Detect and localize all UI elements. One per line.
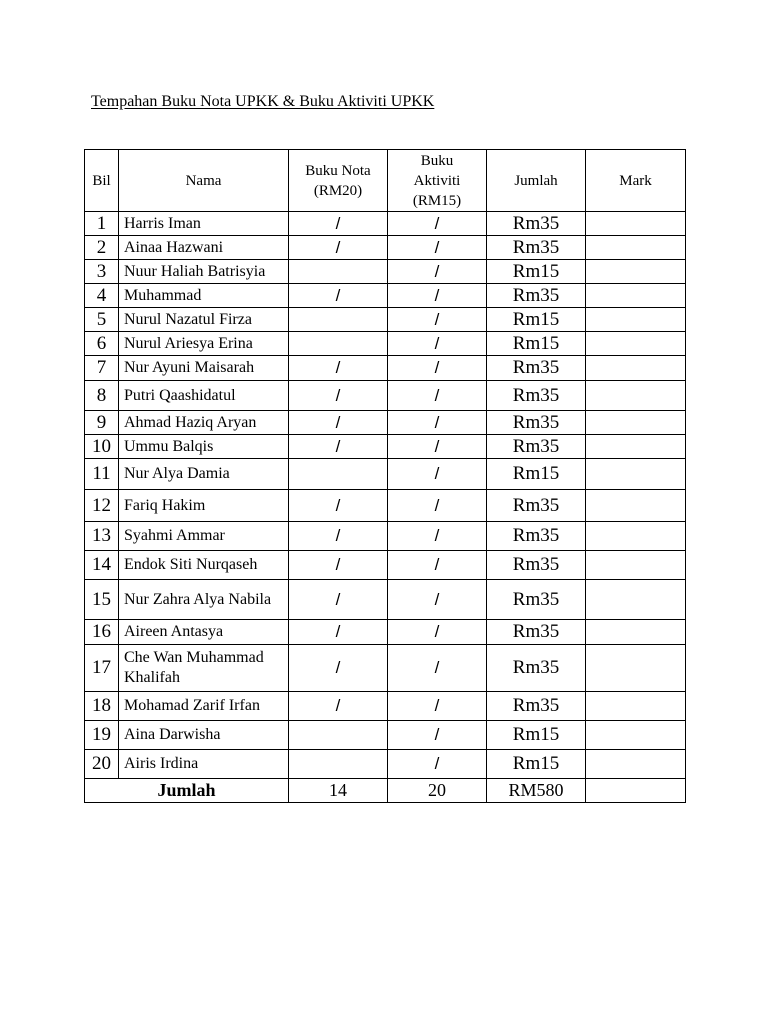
table-row [85,721,686,750]
row-buku-nota: / [289,411,388,435]
row-bil: 1 [85,212,119,236]
row-jumlah: Rm35 [487,212,586,236]
totals-mark [586,779,686,803]
row-buku-nota: / [289,212,388,236]
row-buku-aktiviti: / [388,620,487,645]
row-nama: Aireen Antasya [119,620,289,645]
table-row [85,308,686,332]
table-row [85,212,686,236]
header-jumlah: Jumlah [487,150,586,212]
row-mark [586,750,686,779]
row-buku-nota: / [289,490,388,522]
row-nama: Endok Siti Nurqaseh [119,551,289,580]
row-nama: Nuur Haliah Batrisyia [119,260,289,284]
row-mark [586,551,686,580]
row-buku-aktiviti: / [388,212,487,236]
row-jumlah: Rm35 [487,381,586,411]
table-row [85,692,686,721]
row-jumlah: Rm35 [487,236,586,260]
row-mark [586,522,686,551]
row-buku-nota [289,459,388,490]
row-nama: Harris Iman [119,212,289,236]
row-jumlah: Rm35 [487,645,586,692]
row-buku-nota [289,260,388,284]
row-buku-aktiviti: / [388,692,487,721]
row-nama: Nur Ayuni Maisarah [119,356,289,381]
row-nama: Syahmi Ammar [119,522,289,551]
row-bil: 4 [85,284,119,308]
row-buku-aktiviti: / [388,645,487,692]
row-jumlah: Rm15 [487,750,586,779]
row-buku-nota: / [289,620,388,645]
row-bil: 15 [85,580,119,620]
table-row [85,356,686,381]
row-mark [586,459,686,490]
row-buku-aktiviti: / [388,522,487,551]
row-bil: 10 [85,435,119,459]
header-mark: Mark [586,150,686,212]
row-mark [586,284,686,308]
table-row [85,490,686,522]
row-mark [586,721,686,750]
row-buku-nota: / [289,356,388,381]
row-jumlah: Rm35 [487,356,586,381]
row-buku-aktiviti: / [388,332,487,356]
row-buku-aktiviti: / [388,551,487,580]
table-row [85,260,686,284]
order-table [84,149,686,803]
row-jumlah: Rm15 [487,308,586,332]
row-buku-nota [289,750,388,779]
row-buku-aktiviti: / [388,284,487,308]
row-mark [586,490,686,522]
row-buku-nota: / [289,692,388,721]
row-buku-nota: / [289,435,388,459]
totals-label: Jumlah [85,779,289,803]
row-mark [586,411,686,435]
table-row [85,236,686,260]
row-bil: 20 [85,750,119,779]
totals-jumlah: RM580 [487,779,586,803]
table-row [85,459,686,490]
row-mark [586,308,686,332]
row-buku-aktiviti: / [388,356,487,381]
row-mark [586,620,686,645]
row-nama: Nur Zahra Alya Nabila [119,580,289,620]
row-bil: 12 [85,490,119,522]
row-mark [586,580,686,620]
header-buku-nota: Buku Nota (RM20) [289,150,388,212]
row-bil: 5 [85,308,119,332]
row-buku-aktiviti: / [388,381,487,411]
row-nama: Nurul Ariesya Erina [119,332,289,356]
row-jumlah: Rm35 [487,620,586,645]
totals-row [85,779,686,803]
row-buku-nota: / [289,645,388,692]
header-buku-aktiviti: Buku Aktiviti (RM15) [388,150,487,212]
row-buku-nota: / [289,551,388,580]
row-bil: 16 [85,620,119,645]
table-row [85,411,686,435]
row-bil: 19 [85,721,119,750]
row-mark [586,356,686,381]
row-jumlah: Rm35 [487,284,586,308]
table-row [85,284,686,308]
row-bil: 14 [85,551,119,580]
totals-buku-aktiviti: 20 [388,779,487,803]
row-bil: 7 [85,356,119,381]
row-buku-aktiviti: / [388,308,487,332]
header-nama: Nama [119,150,289,212]
table-row [85,750,686,779]
row-nama: Aina Darwisha [119,721,289,750]
row-nama: Ahmad Haziq Aryan [119,411,289,435]
row-buku-nota [289,332,388,356]
row-mark [586,692,686,721]
row-mark [586,332,686,356]
row-buku-aktiviti: / [388,721,487,750]
table-row [85,332,686,356]
row-jumlah: Rm35 [487,490,586,522]
row-mark [586,645,686,692]
row-buku-aktiviti: / [388,750,487,779]
row-buku-nota: / [289,522,388,551]
row-buku-nota [289,308,388,332]
row-buku-nota: / [289,580,388,620]
row-buku-aktiviti: / [388,260,487,284]
header-bil: Bil [85,150,119,212]
row-nama: Muhammad [119,284,289,308]
row-jumlah: Rm15 [487,721,586,750]
row-jumlah: Rm35 [487,551,586,580]
totals-buku-nota: 14 [289,779,388,803]
row-nama: Che Wan Muhammad Khalifah [119,645,289,692]
table-row [85,620,686,645]
row-buku-nota: / [289,381,388,411]
row-mark [586,212,686,236]
row-buku-aktiviti: / [388,580,487,620]
document-title: Tempahan Buku Nota UPKK & Buku Aktiviti UPKK [91,93,435,110]
row-nama: Fariq Hakim [119,490,289,522]
table-row [85,522,686,551]
row-mark [586,260,686,284]
row-bil: 3 [85,260,119,284]
row-nama: Putri Qaashidatul [119,381,289,411]
row-bil: 8 [85,381,119,411]
row-buku-aktiviti: / [388,435,487,459]
row-buku-aktiviti: / [388,411,487,435]
row-buku-nota [289,721,388,750]
row-nama: Airis Irdina [119,750,289,779]
row-jumlah: Rm35 [487,435,586,459]
row-bil: 2 [85,236,119,260]
row-nama: Ummu Balqis [119,435,289,459]
row-nama: Nur Alya Damia [119,459,289,490]
header-row [85,150,686,212]
row-buku-aktiviti: / [388,490,487,522]
table-row [85,381,686,411]
row-buku-nota: / [289,284,388,308]
row-bil: 9 [85,411,119,435]
row-nama: Nurul Nazatul Firza [119,308,289,332]
row-mark [586,236,686,260]
row-jumlah: Rm15 [487,332,586,356]
row-jumlah: Rm35 [487,580,586,620]
row-jumlah: Rm15 [487,260,586,284]
table-row [85,645,686,692]
row-jumlah: Rm35 [487,522,586,551]
table-row [85,435,686,459]
row-jumlah: Rm35 [487,692,586,721]
row-nama: Ainaa Hazwani [119,236,289,260]
row-mark [586,381,686,411]
row-bil: 6 [85,332,119,356]
row-jumlah: Rm35 [487,411,586,435]
row-nama: Mohamad Zarif Irfan [119,692,289,721]
row-bil: 13 [85,522,119,551]
row-buku-aktiviti: / [388,459,487,490]
table-row [85,551,686,580]
row-buku-aktiviti: / [388,236,487,260]
row-bil: 17 [85,645,119,692]
row-buku-nota: / [289,236,388,260]
row-bil: 18 [85,692,119,721]
row-bil: 11 [85,459,119,490]
row-jumlah: Rm15 [487,459,586,490]
row-mark [586,435,686,459]
table-row [85,580,686,620]
